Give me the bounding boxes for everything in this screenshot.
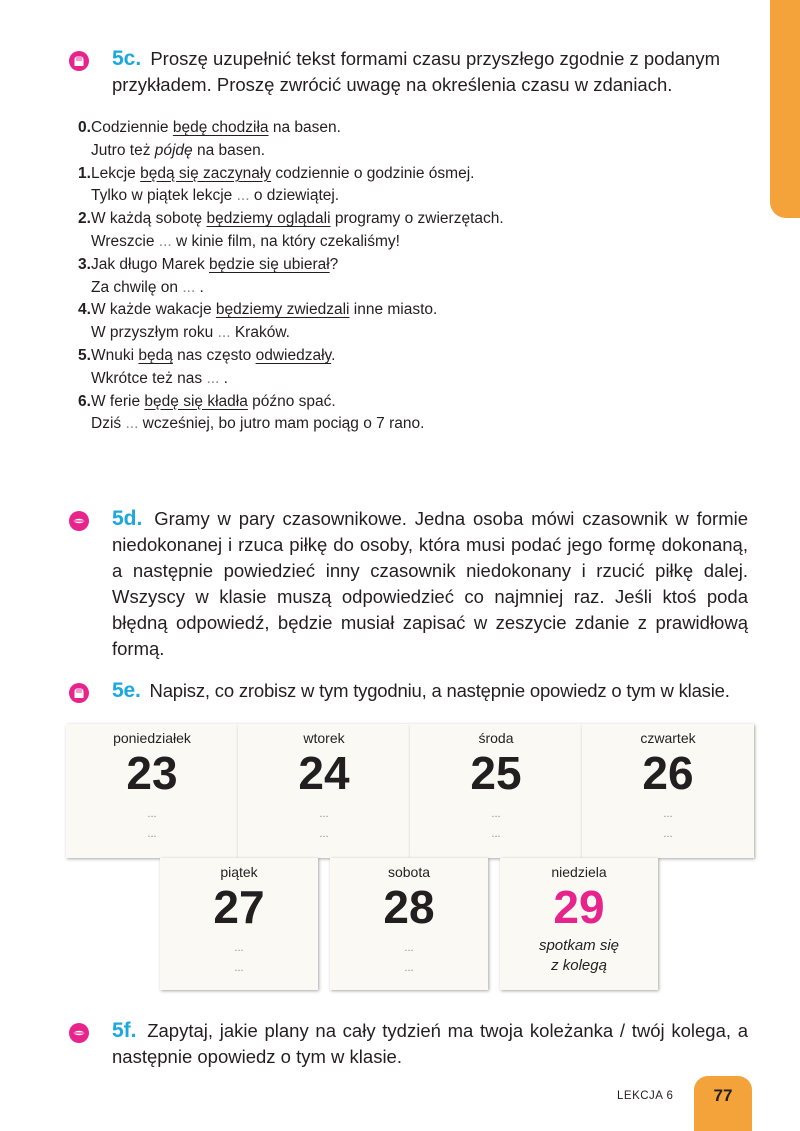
sentence-text: wcześniej, bo jutro mam pociąg o 7 rano. <box>138 415 425 433</box>
sentence-text: inne miasto. <box>349 301 438 319</box>
day-name: niedziela <box>551 864 607 880</box>
sentence-text: późno spać. <box>247 392 336 410</box>
item-number: 3. <box>78 255 91 273</box>
sentence-text: W ferie <box>91 392 145 410</box>
blank-gap: ... <box>158 232 172 250</box>
hand-icon <box>68 682 90 704</box>
plan-line: ... <box>147 828 157 840</box>
calendar-card <box>238 724 410 858</box>
day-name: piątek <box>220 864 258 880</box>
mouth-icon <box>68 510 90 532</box>
sentence-text: Wreszcie <box>91 232 159 250</box>
sentence-text: . <box>331 346 336 364</box>
underlined-verb: będziemy oglądali <box>206 210 331 228</box>
task-number: 5f. <box>112 1019 137 1042</box>
sentence-text: Za chwilę on <box>91 278 183 296</box>
plan-line: ... <box>404 942 414 954</box>
sentence-text: codziennie o godzinie ósmej. <box>271 164 475 182</box>
sentence-text: Codziennie <box>91 119 173 136</box>
task-number: 5d. <box>112 507 143 530</box>
plan-line: ... <box>147 808 157 820</box>
plan-line: z kolegą <box>551 957 607 974</box>
calendar-card <box>66 724 238 858</box>
blank-gap: ... <box>125 415 139 433</box>
underlined-verb: będą <box>138 346 173 364</box>
date-number: 24 <box>298 747 350 799</box>
calendar-card <box>330 858 488 990</box>
sentence-text: Kraków. <box>230 324 290 342</box>
date-number: 28 <box>383 881 435 933</box>
sentence-text: nas często <box>172 346 256 364</box>
lesson-label: LEKCJA 6 <box>617 1090 674 1102</box>
sentence-text: na basen. <box>192 141 266 159</box>
sentence-text: Lekcje <box>91 164 141 182</box>
underlined-verb: będzie się ubierał <box>209 255 330 273</box>
example-answer: pójdę <box>154 141 193 159</box>
underlined-verb: odwiedzały <box>255 346 332 364</box>
sentence-text: Tylko w piątek lekcje <box>91 187 237 205</box>
item-number: 4. <box>78 301 91 319</box>
page-number: 77 <box>694 1076 752 1131</box>
exercise-item <box>78 163 504 209</box>
exercise-item <box>78 391 504 437</box>
item-number: 6. <box>78 392 91 410</box>
date-number: 23 <box>126 747 178 799</box>
task-instruction: Zapytaj, jakie plany na cały tydzień ma twoja koleżanka / twój kolega, a następnie opowiedz o tym w klasie. <box>112 1020 748 1067</box>
task-instruction: Proszę uzupełnić tekst formami czasu przyszłego zgodnie z podanym <box>150 48 720 69</box>
exercise-item <box>78 254 504 300</box>
sentence-text: ? <box>329 255 339 273</box>
day-name: sobota <box>387 864 431 880</box>
plan-line: spotkam się <box>538 937 620 954</box>
plan-line: ... <box>319 808 329 820</box>
task-5d <box>68 506 748 662</box>
exercise-item <box>78 117 504 163</box>
sentence-text: W każde wakacje <box>91 301 216 319</box>
plan-line: ... <box>234 962 244 974</box>
item-number: 1. <box>78 164 91 182</box>
blank-gap: ... <box>236 187 250 205</box>
underlined-verb: będę się kładła <box>144 392 248 410</box>
plan-line: ... <box>404 962 414 974</box>
exercise-item <box>78 208 504 254</box>
underlined-verb: będziemy zwiedzali <box>215 301 350 319</box>
plan-line: ... <box>663 828 673 840</box>
exercise-item <box>78 345 504 391</box>
sentence-text: Jak długo Marek <box>91 255 210 273</box>
side-tab <box>770 0 800 218</box>
day-name: wtorek <box>303 730 345 746</box>
task-instruction: przykładem. Proszę zwrócić uwagę na określenia czasu w zdaniach. <box>112 74 673 95</box>
sentence-text: Wnuki <box>91 346 139 364</box>
sentence-text: programy o zwierzętach. <box>330 210 504 228</box>
calendar-row <box>66 724 754 858</box>
sentence-text: Wkrótce też nas <box>91 369 207 387</box>
calendar-card <box>500 858 658 990</box>
calendar-row <box>160 858 658 990</box>
day-name: poniedziałek <box>113 730 191 746</box>
item-number: 2. <box>78 210 91 228</box>
sentence-text: . <box>195 278 204 296</box>
day-name: czwartek <box>640 730 696 746</box>
task-5c <box>68 46 748 98</box>
sentence-text: Dziś <box>91 415 126 433</box>
task-instruction: Napisz, co zrobisz w tym tygodniu, a następnie opowiedz o tym w klasie. <box>149 680 730 701</box>
plan-line: ... <box>491 828 501 840</box>
sentence-text: Jutro też <box>91 141 155 159</box>
sentence-text: W każdą sobotę <box>91 210 207 228</box>
blank-gap: ... <box>217 324 231 342</box>
mouth-icon <box>68 1022 90 1044</box>
item-number: 5. <box>78 346 91 364</box>
plan-line: ... <box>319 828 329 840</box>
item-number: 0. <box>78 119 91 136</box>
date-number: 27 <box>213 881 265 933</box>
day-name: środa <box>478 730 514 746</box>
sentence-text: . <box>219 369 228 387</box>
plan-line: ... <box>663 808 673 820</box>
sentence-text: o dziewiątej. <box>249 187 340 205</box>
sentence-text: na basen. <box>268 119 341 136</box>
date-number: 26 <box>642 747 694 799</box>
task-5f <box>68 1018 748 1070</box>
sentence-text: W przyszłym roku <box>91 324 218 342</box>
sentence-text: w kinie film, na który czekaliśmy! <box>171 232 400 250</box>
plan-line: ... <box>491 808 501 820</box>
task-instruction: Gramy w pary czasownikowe. Jedna osoba mówi czasownik w formie niedokonanej i rzuca piłkę do osoby, która musi podać jego formę dokonaną, a następnie powiedzieć inny czasownik niedokonany i rzucić piłkę dalej. Wszyscy w klasie muszą odpowiedzieć co najmniej raz. Jeśli ktoś poda błędną odpowiedź, będzie musiał zapisać w zeszycie zdanie z prawidłową formą. <box>112 508 749 659</box>
exercise-list <box>78 117 504 436</box>
underlined-verb: będę chodziła <box>172 119 269 136</box>
exercise-item <box>78 299 504 345</box>
calendar-card <box>410 724 582 858</box>
task-number: 5c. <box>112 47 142 70</box>
date-number: 29 <box>553 881 605 933</box>
task-number: 5e. <box>112 679 141 702</box>
blank-gap: ... <box>206 369 220 387</box>
task-5e <box>68 678 752 704</box>
underlined-verb: będą się zaczynały <box>140 164 272 182</box>
date-number: 25 <box>470 747 522 799</box>
plan-line: ... <box>234 942 244 954</box>
blank-gap: ... <box>182 278 196 296</box>
calendar-card <box>160 858 318 990</box>
calendar-card <box>582 724 754 858</box>
hand-icon <box>68 50 90 72</box>
